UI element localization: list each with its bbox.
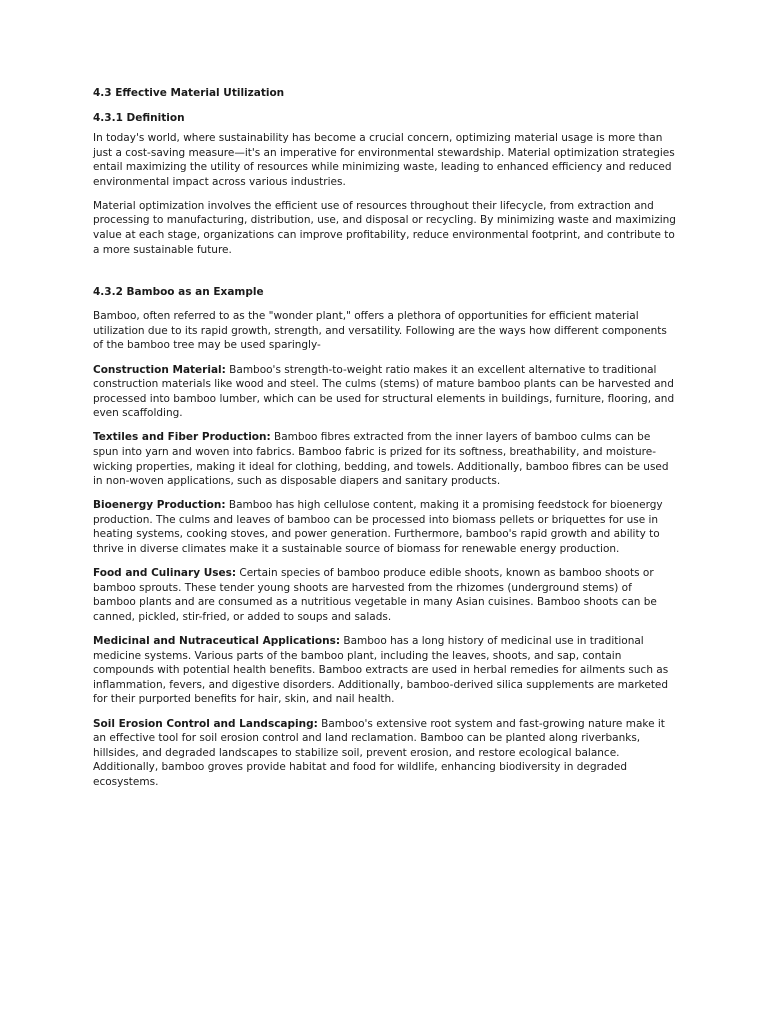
use-text: Bamboo has a long history of medicinal use in traditional medicine systems. Various parts of the bamboo plant, including the leaves, shoots, and sap, contain compounds with potential health benefits. Bamboo extracts are used in herbal remedies for ailments such as inflammation, fevers, and digestive disorders. Additionally, bamboo-derived silica supplements are marketed for their purported benefits for hair, skin, and nail health. bbox=[93, 635, 669, 706]
bamboo-use-bioenergy bbox=[93, 498, 676, 556]
definition-paragraph: In today's world, where sustainability has become a crucial concern, optimizing material usage is more than just a cost-saving measure—it's an imperative for environmental stewardship. Material optimization strategies entail maximizing the utility of resources while minimizing waste, leading to enhanced efficiency and reduced environmental impact across various industries. bbox=[93, 132, 675, 188]
use-text: Bamboo has high cellulose content, making it a promising feedstock for bioenergy production. The culms and leaves of bamboo can be processed into biomass pellets or briquettes for use in heating systems, cooking stoves, and power generation. Furthermore, bamboo's rapid growth and ability to thrive in diverse climates make it a sustainable source of biomass for renewable energy production. bbox=[93, 499, 663, 556]
bamboo-intro: Bamboo, often referred to as the "wonder plant," offers a plethora of opportunities for efficient material utilization due to its rapid growth, strength, and versatility. Following are the ways how different components of the bamboo tree may be used sparingly- bbox=[93, 310, 667, 352]
definition-heading: 4.3.1 Definition bbox=[93, 112, 185, 124]
use-text: Bamboo's extensive root system and fast-growing nature make it an effective tool for soil erosion control and land reclamation. Bamboo can be planted along riverbanks, hillsides, and degraded landscapes to stabilize soil, prevent erosion, and restore ecological balance. Additionally, bamboo groves provide habitat and food for wildlife, enhancing biodiversity in degraded ecosystems. bbox=[93, 717, 665, 788]
definition-paragraph: Material optimization involves the efficient use of resources throughout their lifecycle, from extraction and processing to manufacturing, distribution, use, and disposal or recycling. By minimizing waste and maximizing value at each stage, organizations can improve profitability, reduce environmental footprint, and contribute to a more sustainable future. bbox=[93, 199, 676, 256]
bamboo-use-medicinal bbox=[93, 634, 676, 707]
bamboo-use-food bbox=[93, 566, 676, 624]
use-label: Soil Erosion Control and Landscaping: bbox=[93, 717, 318, 730]
bamboo-use-soil-erosion bbox=[93, 717, 676, 790]
use-label: Textiles and Fiber Production: bbox=[93, 431, 271, 444]
section-title: 4.3 Effective Material Utilization bbox=[93, 87, 285, 99]
use-text: Bamboo fibres extracted from the inner layers of bamboo culms can be spun into yarn and woven into fabrics. Bamboo fabric is prized for its softness, breathability, and moisture-wicking properties, making it ideal for clothing, bedding, and towels. Additionally, bamboo fibres can be used in non-woven applications, such as disposable diapers and sanitary products. bbox=[93, 431, 669, 488]
bamboo-use-construction bbox=[93, 363, 676, 421]
use-label: Medicinal and Nutraceutical Applications: bbox=[93, 635, 341, 648]
use-label: Bioenergy Production: bbox=[93, 499, 226, 512]
use-text: Certain species of bamboo produce edible shoots, known as bamboo shoots or bamboo sprouts. These tender young shoots are harvested from the rhizomes (underground stems) of bamboo plants and are consumed as a nutritious vegetable in many Asian cuisines. Bamboo shoots can be canned, pickled, stir-fried, or added to soups and salads. bbox=[93, 567, 657, 623]
use-label: Food and Culinary Uses: bbox=[93, 567, 237, 580]
use-text: Bamboo's strength-to-weight ratio makes it an excellent alternative to traditional construction materials like wood and steel. The culms (stems) of mature bamboo plants can be harvested and processed into bamboo lumber, which can be used for structural elements in buildings, furniture, flooring, and even scaffolding. bbox=[93, 363, 675, 420]
use-label: Construction Material: bbox=[93, 363, 226, 376]
bamboo-heading: 4.3.2 Bamboo as an Example bbox=[93, 286, 264, 299]
bamboo-use-textiles bbox=[93, 430, 676, 488]
